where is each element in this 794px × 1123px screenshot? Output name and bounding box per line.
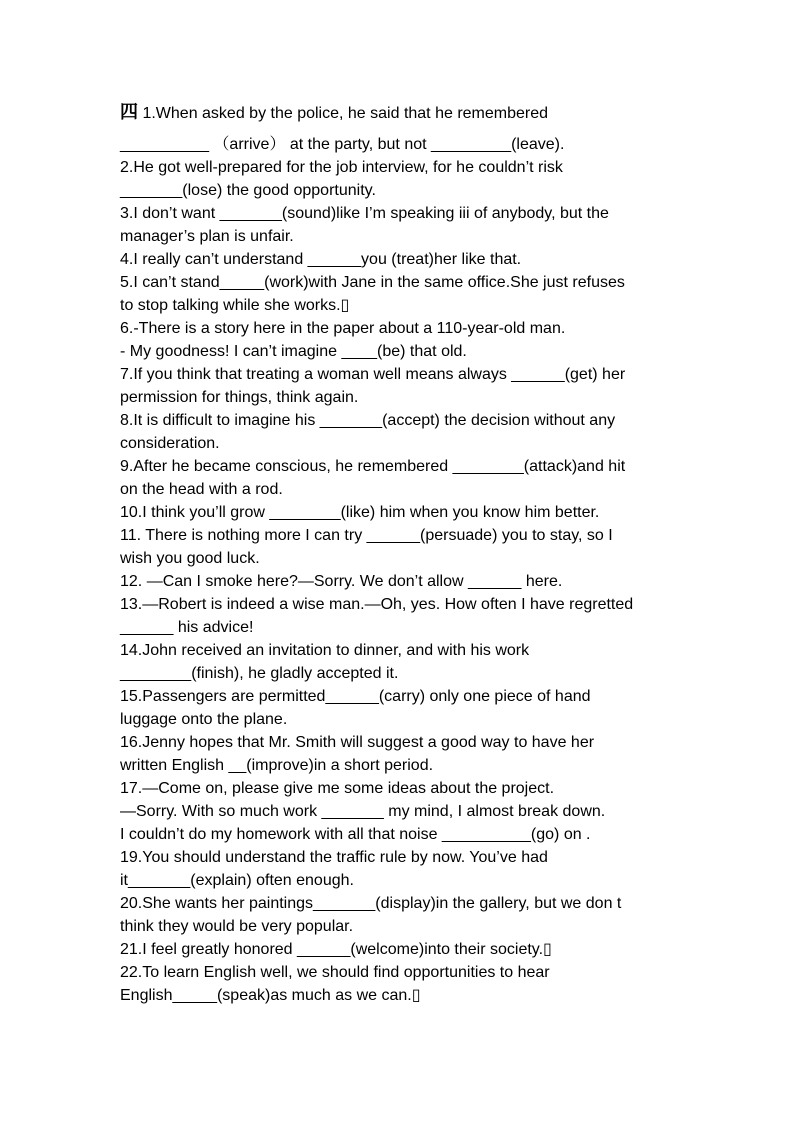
question-15-line-2: luggage onto the plane. bbox=[120, 711, 288, 728]
question-6-line-1: 6.-There is a story here in the paper about a 110-year-old man. bbox=[120, 320, 566, 337]
question-11-line-2: wish you good luck. bbox=[120, 550, 260, 567]
question-9-line-2: on the head with a rod. bbox=[120, 481, 283, 498]
question-5-line-2: to stop talking while she works.▯ bbox=[120, 297, 350, 314]
question-3-line-1: 3.I don’t want _______(sound)like I’m speaking iii of anybody, but the bbox=[120, 205, 609, 222]
question-1-line-2: __________ （arrive） at the party, but not _________(leave). bbox=[120, 136, 565, 153]
question-7-line-1: 7.If you think that treating a woman well means always ______(get) her bbox=[120, 366, 626, 383]
question-7-line-2: permission for things, think again. bbox=[120, 389, 359, 406]
question-21-line-1: 21.I feel greatly honored ______(welcome)into their society.▯ bbox=[120, 941, 552, 958]
question-13-line-1: 13.—Robert is indeed a wise man.—Oh, yes. How often I have regretted bbox=[120, 596, 634, 613]
question-15-line-1: 15.Passengers are permitted______(carry) only one piece of hand bbox=[120, 688, 591, 705]
question-8-line-2: consideration. bbox=[120, 435, 220, 452]
question-19-line-1: 19.You should understand the traffic rule by now. You’ve had bbox=[120, 849, 548, 866]
question-16-line-1: 16.Jenny hopes that Mr. Smith will suggest a good way to have her bbox=[120, 734, 595, 751]
question-10-line-1: 10.I think you’ll grow ________(like) him when you know him better. bbox=[120, 504, 600, 521]
question-20-line-2: think they would be very popular. bbox=[120, 918, 354, 935]
question-5-line-1: 5.I can’t stand_____(work)with Jane in the same office.She just refuses bbox=[120, 274, 625, 291]
question-11-line-1: 11. There is nothing more I can try ______(persuade) you to stay, so I bbox=[120, 527, 613, 544]
question-16-line-2: written English __(improve)in a short period. bbox=[120, 757, 434, 774]
question-12-line-1: 12. —Can I smoke here?—Sorry. We don’t allow ______ here. bbox=[120, 573, 563, 590]
question-22-line-1: 22.To learn English well, we should find opportunities to hear bbox=[120, 964, 550, 981]
question-2-line-1: 2.He got well-prepared for the job interview, for he couldn’t risk bbox=[120, 159, 563, 176]
question-3-line-2: manager’s plan is unfair. bbox=[120, 228, 294, 245]
question-13-line-2: ______ his advice! bbox=[120, 619, 254, 636]
question-1-line-1: 四 1.When asked by the police, he said that he remembered bbox=[120, 102, 549, 123]
question-20-line-1: 20.She wants her paintings_______(display)in the gallery, but we don t bbox=[120, 895, 622, 912]
question-2-line-2: _______(lose) the good opportunity. bbox=[120, 182, 376, 199]
question-22-line-2: English_____(speak)as much as we can.▯ bbox=[120, 987, 421, 1004]
question-17-line-1: 17.—Come on, please give me some ideas about the project. bbox=[120, 780, 555, 797]
exercise-list bbox=[120, 101, 680, 1007]
question-14-line-1: 14.John received an invitation to dinner, and with his work bbox=[120, 642, 530, 659]
question-8-line-1: 8.It is difficult to imagine his _______(accept) the decision without any bbox=[120, 412, 616, 429]
question-17-line-2: —Sorry. With so much work _______ my mind, I almost break down. bbox=[120, 803, 606, 820]
question-14-line-2: ________(finish), he gladly accepted it. bbox=[120, 665, 399, 682]
question-18-line-1: I couldn’t do my homework with all that noise __________(go) on . bbox=[120, 826, 591, 843]
question-6-line-2: - My goodness! I can’t imagine ____(be) that old. bbox=[120, 343, 467, 360]
question-9-line-1: 9.After he became conscious, he remembered ________(attack)and hit bbox=[120, 458, 626, 475]
section-mark: 四 bbox=[120, 102, 138, 123]
question-19-line-2: it_______(explain) often enough. bbox=[120, 872, 354, 889]
question-4-line-1: 4.I really can’t understand ______you (treat)her like that. bbox=[120, 251, 522, 268]
